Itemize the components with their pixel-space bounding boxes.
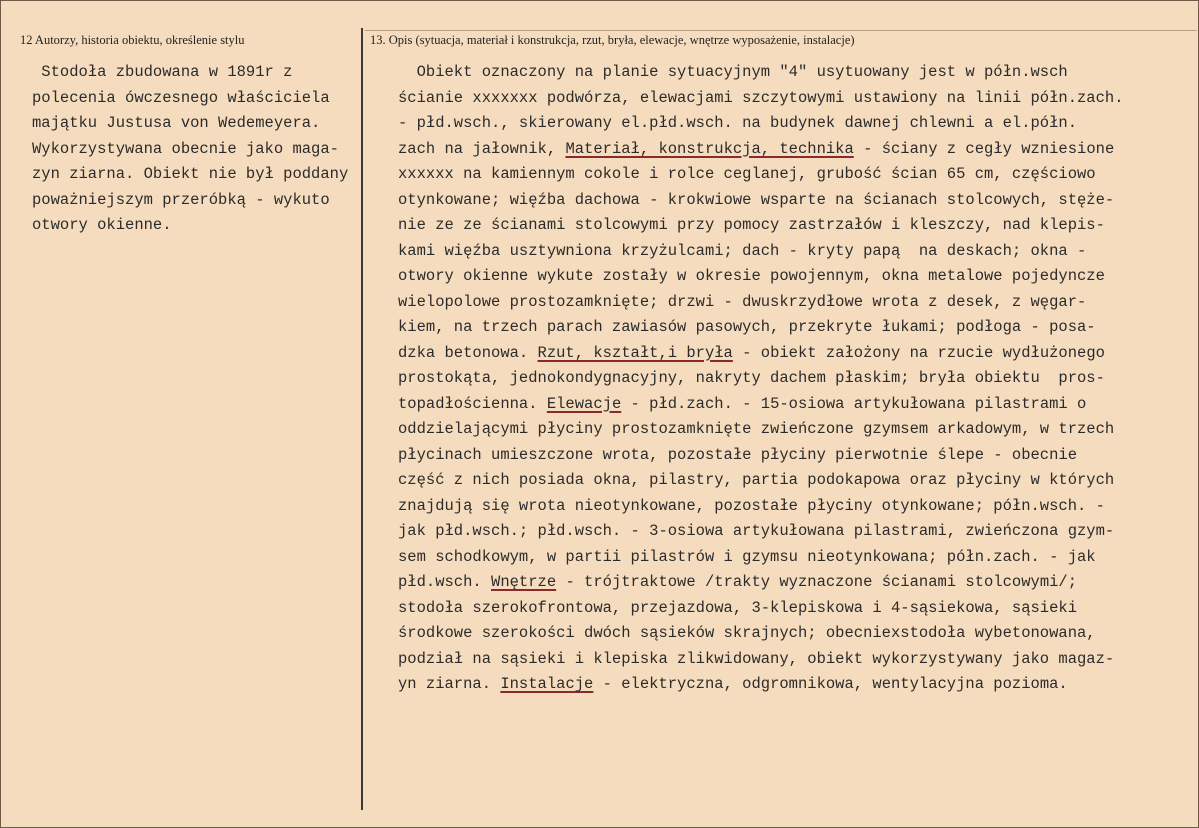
text-segment: środkowe szerokości dwóch sąsieków skrajnych; obecniexstodoła wybetonowana, <box>398 624 1096 642</box>
text-line: Stodoła zbudowana w 1891r z <box>32 63 293 81</box>
text-segment: nie ze ze ścianami stolcowymi przy pomocy zastrzałów i kleszczy, nad klepis- <box>398 216 1105 234</box>
section-heading: Wnętrze <box>491 573 557 591</box>
text-line <box>398 519 1198 545</box>
text-segment: otynkowane; więźba dachowa - krokwiowe wsparte na ścianach stolcowych, stęże- <box>398 190 1115 209</box>
text-line <box>398 137 1198 163</box>
header-rule <box>365 30 1197 31</box>
text-line <box>398 621 1198 647</box>
section-heading: Instalacje <box>500 675 594 693</box>
text-segment: dzka betonowa. <box>398 343 538 362</box>
description-text <box>398 60 1198 698</box>
text-segment: płycinach umieszczone wrota, pozostałe płyciny pierwotnie ślepe - obecnie <box>398 445 1078 464</box>
section-heading: Elewacje <box>546 394 622 413</box>
text-segment: - elektryczna, odgromnikowa, wentylacyjna pozioma. <box>593 675 1068 693</box>
text-line <box>398 417 1198 443</box>
section-heading: Rzut, kształt,i bryła <box>537 343 733 362</box>
text-line <box>398 545 1198 571</box>
text-segment: znajdują się wrota nieotynkowane, pozostałe płyciny otynkowane; półn.wsch. - <box>398 496 1105 515</box>
text-line: Wykorzystywana obecnie jako maga- <box>32 139 339 158</box>
text-segment: prostokąta, jednokondygnacyjny, nakryty dachem płaskim; bryła obiektu pros- <box>398 369 1105 387</box>
text-line <box>398 213 1198 239</box>
text-segment: stodoła szerokofrontowa, przejazdowa, 3-klepiskowa i 4-sąsiekowa, sąsieki <box>398 598 1078 617</box>
text-line <box>398 162 1198 188</box>
text-line <box>398 60 1198 86</box>
text-line <box>398 111 1198 137</box>
section-13-header: 13. Opis (sytuacja, materiał i konstrukcja, rzut, bryła, elewacje, wnętrze wyposażenie, instalacje) <box>370 33 855 47</box>
text-segment: oddzielającymi płyciny prostozamknięte zwieńczone gzymsem arkadowym, w trzech <box>398 420 1115 438</box>
text-line <box>398 315 1198 341</box>
text-segment: - ściany z cegły wzniesione <box>853 139 1115 158</box>
text-line <box>398 672 1198 698</box>
text-line <box>398 443 1198 469</box>
text-line <box>398 86 1198 112</box>
section-12-header: 12 Autorzy, historia obiektu, określenie stylu <box>20 33 245 47</box>
text-line: majątku Justusa von Wedemeyera. <box>32 114 321 132</box>
text-segment: - płd.zach. - 15-osiowa artykułowana pilastrami o <box>621 394 1087 413</box>
text-line <box>398 188 1198 214</box>
text-segment: ścianie xxxxxxx podwórza, elewacjami szczytowymi ustawiony na linii półn.zach. <box>398 88 1124 107</box>
text-line <box>398 239 1198 265</box>
text-segment: xxxxxx na kamiennym cokole i rolce ceglanej, grubość ścian 65 cm, częściowo <box>398 165 1096 183</box>
text-line: poważniejszym przeróbką - wykuto <box>32 190 330 209</box>
text-line <box>398 570 1198 596</box>
text-segment: sem schodkowym, w partii pilastrów i gzymsu nieotynkowana; półn.zach. - jak <box>398 547 1096 566</box>
text-line <box>398 341 1198 367</box>
text-segment: Obiekt oznaczony na planie sytuacyjnym "4" usytuowany jest w półn.wsch <box>398 63 1068 81</box>
text-segment: podział na sąsieki i klepiska zlikwidowany, obiekt wykorzystywany jako magaz- <box>398 649 1115 668</box>
text-line <box>398 264 1198 290</box>
text-line <box>398 596 1198 622</box>
section-heading: Materiał, konstrukcja, technika <box>565 139 854 158</box>
text-segment: wielopolowe prostozamknięte; drzwi - dwuskrzydłowe wrota z desek, z węgar- <box>398 292 1087 311</box>
text-segment: - płd.wsch., skierowany el.płd.wsch. na budynek dawnej chlewni a el.półn. <box>398 114 1078 132</box>
text-line: otwory okienne. <box>32 216 172 234</box>
text-line <box>398 290 1198 316</box>
text-line <box>398 366 1198 392</box>
text-segment: - trójtraktowe /trakty wyznaczone ścianami stolcowymi/; <box>556 573 1078 591</box>
text-line <box>398 392 1198 418</box>
text-segment: otwory okienne wykute zostały w okresie powojennym, okna metalowe pojedyncze <box>398 267 1105 285</box>
text-segment: yn ziarna. <box>398 675 501 693</box>
text-line <box>398 494 1198 520</box>
text-segment: zach na jałownik, <box>398 139 566 158</box>
text-line: zyn ziarna. Obiekt nie był poddany <box>32 165 349 183</box>
text-line <box>398 647 1198 673</box>
text-segment: kiem, na trzech parach zawiasów pasowych, przekryte łukami; podłoga - posa- <box>398 318 1096 336</box>
text-segment: płd.wsch. <box>398 573 492 591</box>
text-segment: topadłościenna. <box>398 394 547 413</box>
text-line: polecenia ówczesnego właściciela <box>32 88 330 107</box>
text-line <box>398 468 1198 494</box>
authors-history-text <box>32 60 372 239</box>
text-segment: jak płd.wsch.; płd.wsch. - 3-osiowa artykułowana pilastrami, zwieńczona gzym- <box>398 522 1115 540</box>
text-segment: - obiekt założony na rzucie wydłużonego <box>732 343 1105 362</box>
text-segment: część z nich posiada okna, pilastry, partia podokapowa oraz płyciny w których <box>398 471 1115 489</box>
text-segment: kami więźba usztywniona krzyżulcami; dach - kryty papą na deskach; okna - <box>398 241 1087 260</box>
